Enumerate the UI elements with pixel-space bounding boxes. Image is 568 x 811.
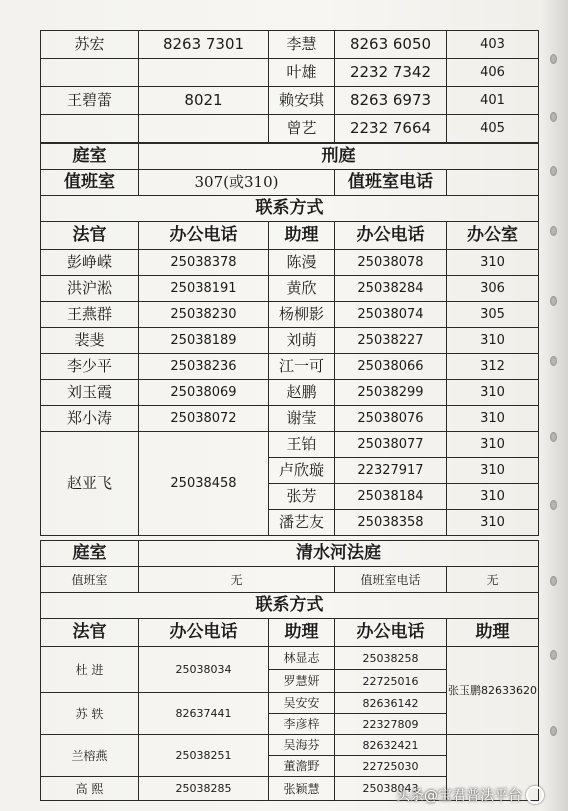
assistant-name: 杨柳影 (269, 302, 335, 328)
binding-hole-icon (550, 356, 557, 366)
judge-name: 王燕群 (41, 302, 139, 328)
judge-name: 杜 进 (41, 647, 139, 693)
judge-phone: 25038191 (139, 276, 269, 302)
office-number: 310 (447, 380, 539, 406)
assistant-name: 刘萌 (269, 328, 335, 354)
office-number: 310 (447, 432, 539, 458)
binding-hole-icon (550, 500, 557, 510)
office-number: 306 (447, 276, 539, 302)
col-header-judge-phone: 办公电话 (139, 222, 269, 250)
assistant-phone: 25038227 (335, 328, 447, 354)
assistant-name: 林显志 (269, 647, 335, 670)
extra-assistant: 张玉鹏82633620 (447, 647, 539, 735)
assistant-name: 张颖慧 (269, 777, 335, 801)
binding-hole-icon (550, 432, 557, 442)
office-number: 406 (447, 59, 539, 87)
assistant-phone: 22725016 (335, 670, 447, 693)
office-number: 310 (447, 406, 539, 432)
contact-title: 联系方式 (41, 593, 539, 619)
judge-name: 裴斐 (41, 328, 139, 354)
assistant-name: 张芳 (269, 484, 335, 510)
table-row (41, 115, 539, 143)
header-row (41, 619, 539, 647)
court-label: 庭室 (41, 144, 139, 170)
contact-title: 联系方式 (41, 196, 539, 222)
judge-phone: 25038072 (139, 406, 269, 432)
judge-name: 彭峥嵘 (41, 250, 139, 276)
duty-room-value: 307(或310) (139, 170, 335, 196)
table-row (41, 87, 539, 115)
watermark-logo-icon (526, 786, 544, 804)
table-row (41, 250, 539, 276)
office-number: 312 (447, 354, 539, 380)
assistant-name: 李慧 (269, 31, 335, 59)
top-contact-table (40, 30, 539, 143)
court-name: 刑庭 (139, 144, 539, 170)
judge-name: 王碧蕾 (41, 87, 139, 115)
office-number: 310 (447, 510, 539, 536)
table-row (41, 31, 539, 59)
col-header-judge: 法官 (41, 619, 139, 647)
assistant-name: 黄欣 (269, 276, 335, 302)
col-header-assistant-phone: 办公电话 (335, 222, 447, 250)
judge-phone (139, 115, 269, 143)
table-row (41, 302, 539, 328)
duty-row (41, 567, 539, 593)
judge-name (41, 59, 139, 87)
judge-phone: 25038230 (139, 302, 269, 328)
assistant-name: 陈漫 (269, 250, 335, 276)
assistant-phone: 25038074 (335, 302, 447, 328)
assistant-name: 潘艺友 (269, 510, 335, 536)
binding-holes (550, 0, 560, 811)
judge-name: 赵亚飞 (41, 432, 139, 536)
criminal-court-table (40, 143, 539, 536)
table-row (41, 647, 539, 670)
binding-hole-icon (550, 226, 557, 236)
header-row (41, 222, 539, 250)
judge-name: 兰榕燕 (41, 735, 139, 777)
assistant-phone: 25038076 (335, 406, 447, 432)
table-row (41, 328, 539, 354)
table-row (41, 380, 539, 406)
office-number: 310 (447, 328, 539, 354)
table-row (41, 432, 539, 458)
assistant-phone: 8263 6973 (335, 87, 447, 115)
office-number: 310 (447, 250, 539, 276)
judge-phone (139, 59, 269, 87)
assistant-phone: 25038299 (335, 380, 447, 406)
court-row (41, 144, 539, 170)
judge-phone: 82637441 (139, 693, 269, 735)
assistant-phone: 25038258 (335, 647, 447, 670)
assistant-phone: 22725030 (335, 756, 447, 777)
assistant-name: 罗慧妍 (269, 670, 335, 693)
binding-hole-icon (550, 296, 557, 306)
office-number: 310 (447, 458, 539, 484)
watermark-text: 头条@宝君普法平台 (396, 788, 522, 804)
binding-hole-icon (550, 726, 557, 736)
binding-hole-icon (550, 112, 557, 122)
assistant-name: 江一可 (269, 354, 335, 380)
contact-title-row (41, 593, 539, 619)
assistant-name: 王铂 (269, 432, 335, 458)
assistant-phone: 82632421 (335, 735, 447, 756)
assistant-phone: 2232 7664 (335, 115, 447, 143)
assistant-name: 曾艺 (269, 115, 335, 143)
assistant-phone: 8263 6050 (335, 31, 447, 59)
court-label: 庭室 (41, 541, 139, 567)
judge-name: 刘玉霞 (41, 380, 139, 406)
judge-phone: 25038458 (139, 432, 269, 536)
assistant-name: 吴海芬 (269, 735, 335, 756)
binding-hole-icon (550, 166, 557, 176)
assistant-phone: 25038284 (335, 276, 447, 302)
assistant-phone: 25038078 (335, 250, 447, 276)
assistant-phone: 2232 7342 (335, 59, 447, 87)
table-row (41, 354, 539, 380)
assistant-name: 卢欣璇 (269, 458, 335, 484)
assistant-phone: 25038358 (335, 510, 447, 536)
col-header-judge-phone: 办公电话 (139, 619, 269, 647)
office-number: 405 (447, 115, 539, 143)
assistant-name: 赵鹏 (269, 380, 335, 406)
assistant-phone: 25038077 (335, 432, 447, 458)
judge-name (41, 115, 139, 143)
table-row (41, 276, 539, 302)
assistant-name: 李彦梓 (269, 714, 335, 735)
assistant-name: 董澹野 (269, 756, 335, 777)
assistant-name: 吴安安 (269, 693, 335, 714)
assistant-phone: 25038184 (335, 484, 447, 510)
binding-hole-icon (550, 576, 557, 586)
judge-name: 郑小涛 (41, 406, 139, 432)
office-number: 310 (447, 484, 539, 510)
judge-phone: 25038034 (139, 647, 269, 693)
judge-phone: 25038189 (139, 328, 269, 354)
judge-phone: 25038285 (139, 777, 269, 801)
court-row (41, 541, 539, 567)
col-header-assistant-phone: 办公电话 (335, 619, 447, 647)
judge-name: 苏 轶 (41, 693, 139, 735)
judge-phone: 8263 7301 (139, 31, 269, 59)
table-row (41, 735, 539, 756)
office-number: 403 (447, 31, 539, 59)
assistant-name: 叶雄 (269, 59, 335, 87)
office-number: 305 (447, 302, 539, 328)
binding-hole-icon (550, 54, 557, 64)
judge-name: 洪沪淞 (41, 276, 139, 302)
assistant-name: 赖安琪 (269, 87, 335, 115)
assistant-phone: 22327917 (335, 458, 447, 484)
judge-phone: 25038069 (139, 380, 269, 406)
qingshuihe-court-table (40, 540, 539, 801)
judge-name: 苏宏 (41, 31, 139, 59)
col-header-assistant: 助理 (269, 222, 335, 250)
assistant-phone: 25038043 (335, 777, 447, 801)
duty-room-label: 值班室 (41, 170, 139, 196)
assistant-phone: 25038066 (335, 354, 447, 380)
col-header-judge: 法官 (41, 222, 139, 250)
judge-name: 高 熙 (41, 777, 139, 801)
duty-phone-label: 值班室电话 (335, 567, 447, 593)
watermark (396, 785, 544, 805)
col-header-office: 办公室 (447, 222, 539, 250)
judge-phone: 25038378 (139, 250, 269, 276)
col-header-assistant: 助理 (269, 619, 335, 647)
duty-room-label: 值班室 (41, 567, 139, 593)
duty-row (41, 170, 539, 196)
office-number: 401 (447, 87, 539, 115)
assistant-phone: 82636142 (335, 693, 447, 714)
duty-room-value: 无 (139, 567, 335, 593)
binding-hole-icon (550, 650, 557, 660)
contact-title-row (41, 196, 539, 222)
duty-phone-label: 值班室电话 (335, 170, 447, 196)
col-header-extra-assistant: 助理 (447, 619, 539, 647)
table-row (41, 406, 539, 432)
assistant-phone: 22327809 (335, 714, 447, 735)
duty-phone-value (447, 170, 539, 196)
duty-phone-value: 无 (447, 567, 539, 593)
judge-name: 李少平 (41, 354, 139, 380)
assistant-name: 谢莹 (269, 406, 335, 432)
judge-phone: 8021 (139, 87, 269, 115)
table-row (41, 59, 539, 87)
court-name: 清水河法庭 (139, 541, 539, 567)
judge-phone: 25038236 (139, 354, 269, 380)
judge-phone: 25038251 (139, 735, 269, 777)
